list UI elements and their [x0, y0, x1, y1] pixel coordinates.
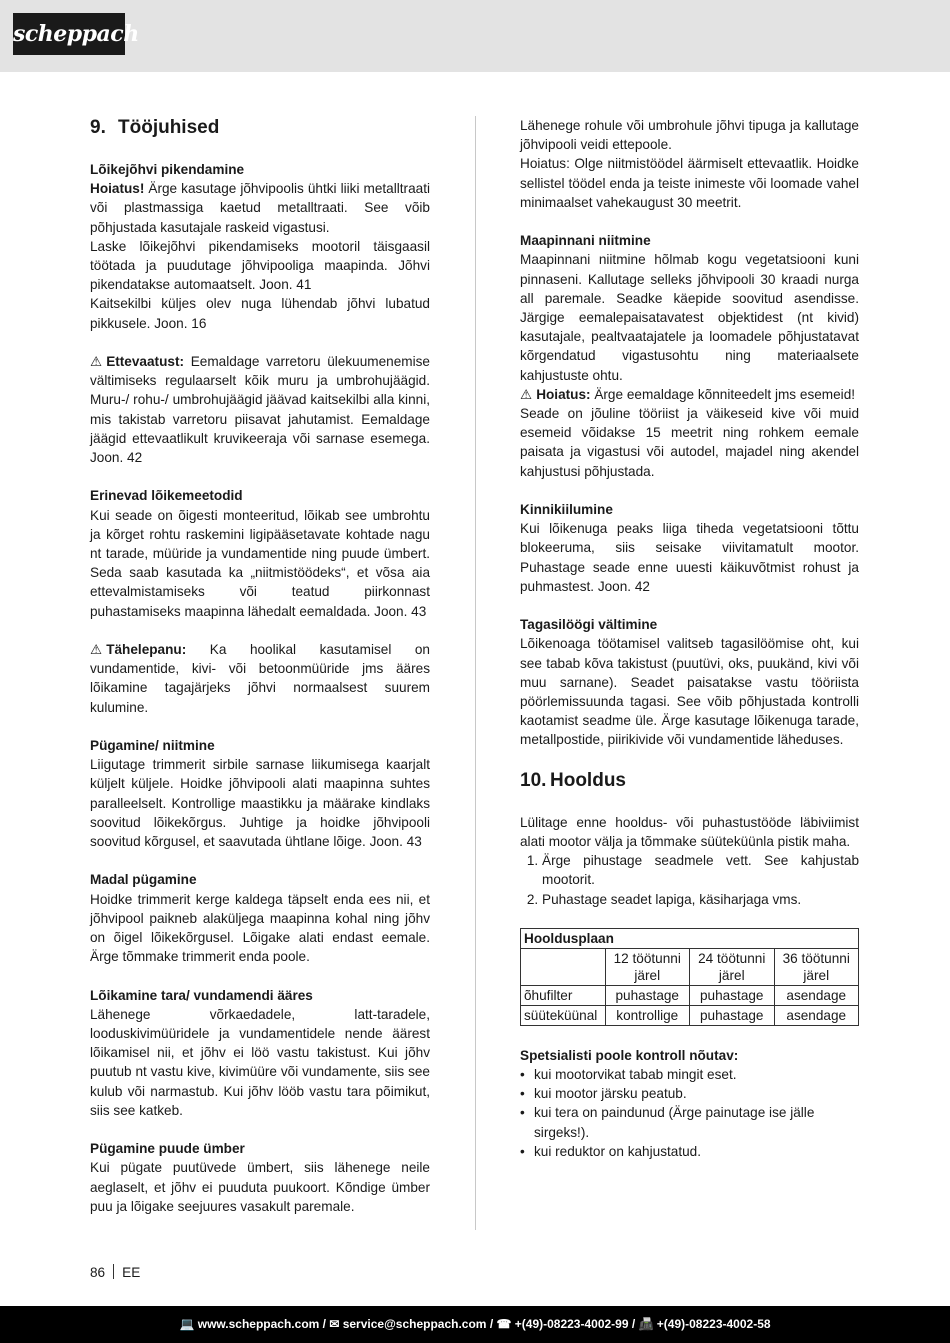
- paragraph: Lähenege rohule või umbrohule jõhvi tipuga ja kallutage jõhvipooli veidi ettepoole.: [520, 118, 859, 153]
- brand-logo: scheppach: [13, 13, 125, 55]
- subheading: Tagasilöögi vältimine: [520, 617, 658, 633]
- list-item: 1. Ärge pihustage seadmele vett. See kahjustab mootorit.: [542, 851, 859, 889]
- table-cell: [521, 948, 606, 985]
- maintenance-plan-table: [520, 928, 859, 1026]
- table-row: [521, 985, 859, 1005]
- table-row: [521, 1005, 859, 1025]
- section-trees-continued: [520, 116, 859, 212]
- section-attention: [90, 640, 430, 717]
- section-trimming: [90, 736, 430, 851]
- paragraph: Kui seade on õigesti monteeritud, lõikab see umbrohtu ja kõrget rohtu raskemini ligipääsetavate kohtade nagu nt tarade, müüride ja vundamentide ning puude ümbert. Seda saab kasutada ka „niitmistöödeks“, et võsa aia ettevalmistamiseks või teatud piirkonnast puhastamiseks maapinna lähedalt eemaldada. Joon. 43: [90, 507, 430, 619]
- subheading: Kinnikiilumine: [520, 502, 613, 518]
- paragraph: ⚠ Hoiatus: Ärge eemaldage kõnniteedelt jms esemeid!: [520, 385, 859, 404]
- paragraph: Hoidke trimmerit kerge kaldega täpselt enda ees nii, et jõhvipool paikneb alaküljega maapinna kohal ning jõhv on õigel lõikekõrgusel. Lõigake alati endast eemale. Ärge tõmmake trimmerit enda poole.: [90, 891, 430, 965]
- table-cell: puhastage: [690, 1005, 775, 1025]
- section-jamming: [520, 500, 859, 596]
- paragraph: Seade on jõuline tööriist ja väikeseid kive või muid esemeid võidakse 15 meetrit ning rohkem eemale paisata ja vigastusi või autodel, majadel ning akendel kahjustusi põhjustada.: [520, 406, 859, 479]
- table-cell: 24 töötunni järel: [690, 948, 775, 985]
- contact-footer-bar: [0, 1306, 950, 1343]
- list-item: • kui mootorvikat tabab mingit eset.: [520, 1065, 859, 1084]
- paragraph: Kaitsekilbi küljes olev nuga lühendab jõhvi lubatud pikkusele. Joon. 16: [90, 296, 430, 331]
- warning-triangle-icon: ⚠: [90, 354, 103, 370]
- left-column: [90, 116, 430, 1216]
- section-cut-extend: [90, 160, 430, 333]
- section-kickback: [520, 615, 859, 749]
- contact-info: 💻 www.scheppach.com / ✉ service@scheppach.com / ☎ +(49)-08223-4002-99 / 📠 +(49)-08223-4002-58: [179, 1317, 771, 1331]
- paragraph: Kui pügate puutüvede ümbert, siis lähenege neile aeglaselt, et jõhv ei puuduta puukoort. Kõndige ümber puu ja lõigake seejuures vasakult paremale.: [90, 1160, 430, 1214]
- section-heading-maintenance: 10. Hooldus: [520, 769, 626, 791]
- section-caution: [90, 352, 430, 467]
- page-number: 86: [90, 1265, 106, 1280]
- list-item: • kui tera on paindunud (Ärge painutage ise jälle sirgeks!).: [520, 1103, 859, 1141]
- expert-check-list: [520, 1065, 859, 1161]
- separator: [113, 1264, 114, 1279]
- table-title: Hooldusplaan: [521, 928, 859, 948]
- subheading: Maapinnani niitmine: [520, 233, 651, 249]
- table-header-row: [521, 948, 859, 985]
- subheading: Spetsialisti poole kontroll nõutav:: [520, 1047, 739, 1063]
- table-cell: 36 töötunni järel: [774, 948, 859, 985]
- subheading: Lõikamine tara/ vundamendi ääres: [90, 987, 313, 1003]
- paragraph: ⚠ Ettevaatust: Eemaldage varretoru ülekuumenemise vältimiseks regulaarselt kõik muru ja umbrohujäägid. Muru-/ rohu-/ umbrohujäägid jäävad kaitsekilbi alla kinni, mis takistab varretoru piisavat jahutamist. Eemaldage jäägid ettevaatlikult kruvikeeraja või sarnase esemega. Joon. 42: [90, 354, 430, 466]
- paragraph: Hoiatus: Olge niitmistöödel äärmiselt ettevaatlik. Hoidke sellistel töödel enda ja teiste inimeste või loomade vahel minimaalset vahekaugust 30 meetrit.: [520, 156, 859, 210]
- section-low-trim: [90, 870, 430, 966]
- list-item: 2. Puhastage seadet lapiga, käsiharjaga vms.: [542, 890, 859, 909]
- subheading: Pügamine/ niitmine: [90, 738, 215, 754]
- paragraph: Liigutage trimmerit sirbile sarnase liikumisega kaarjalt küljelt küljele. Hoidke jõhvipooli alati maapinna suhtes paralleelselt. Kontrollige maastikku ja määrake kindlaks soovitud lõikekõrgus. Juhtige ja hoidke jõhvipooli soovitud kõrgusel, et saavutada ühtlane lõige. Joon. 43: [90, 757, 430, 850]
- warning-triangle-icon: ⚠: [90, 642, 103, 658]
- table-cell: puhastage: [605, 985, 690, 1005]
- page-header: [0, 0, 950, 72]
- subheading: Pügamine puude ümber: [90, 1141, 245, 1157]
- list-item: • kui reduktor on kahjustatud.: [520, 1142, 859, 1161]
- language-code: EE: [122, 1265, 141, 1280]
- paragraph: Hoiatus! Ärge kasutage jõhvipoolis ühtki liiki metalltraati või plastmassiga kaetud metalltraati. See võib põhjustada kasutajale raskeid vigastusi.: [90, 181, 430, 235]
- table-cell: kontrollige: [605, 1005, 690, 1025]
- right-column: [520, 116, 859, 1161]
- paragraph: Kui lõikenuga peaks liiga tiheda vegetatsiooni tõttu blokeeruma, siis seisake viivitamatult mootor. Puhastage seade enne uuesti käikuvõtmist rohust ja puhmastest. Joon. 42: [520, 521, 859, 594]
- table-cell: süüteküünal: [521, 1005, 606, 1025]
- subheading: Erinevad lõikemeetodid: [90, 488, 243, 504]
- paragraph: Lõikenoaga töötamisel valitseb tagasilöömise oht, kui see tabab kõva takistust (puutüvi, oks, puukänd, kivi või muu sarnane). Seadet paisatakse vastu tööriista pöörlemissuunda tagasi. See võib põhjustada kontrolli kaotamist seadme üle. Ärge kasutage lõikenuga tarade, metallpostide, piirikivide või vundamentide läheduses.: [520, 636, 859, 748]
- list-item: • kui mootor järsku peatub.: [520, 1084, 859, 1103]
- subheading: Madal pügamine: [90, 872, 197, 888]
- page-footer-number: [90, 1264, 140, 1280]
- table-cell: 12 töötunni järel: [605, 948, 690, 985]
- warning-triangle-icon: ⚠: [520, 386, 533, 402]
- table-cell: õhufilter: [521, 985, 606, 1005]
- table-cell: puhastage: [690, 985, 775, 1005]
- section-trees: [90, 1139, 430, 1216]
- paragraph: Lülitage enne hooldus- või puhastustööde läbiviimist alati mootor välja ja tõmmake süüteküünla pistik maha.: [520, 814, 859, 850]
- section-fence: [90, 986, 430, 1120]
- table-cell: asendage: [774, 985, 859, 1005]
- table-cell: asendage: [774, 1005, 859, 1025]
- section-heading-work-instructions: 9. Tööjuhised: [90, 117, 220, 138]
- section-cut-methods: [90, 486, 430, 620]
- section-ground-mowing: [520, 231, 859, 481]
- paragraph: Laske lõikejõhvi pikendamiseks mootoril täisgaasil töötada ja puudutage jõhvipooliga maapinda. Jõhvi pikendatakse automaatselt. Joon. 41: [90, 238, 430, 293]
- subheading: Lõikejõhvi pikendamine: [90, 162, 245, 177]
- column-divider: [475, 116, 476, 1230]
- paragraph: ⚠ Tähelepanu: Ka hoolikal kasutamisel on vundamentide, kivi- või betoonmüüride jms ääres lõikamine tagajärjeks jõhvi normaalsest suurem kulumine.: [90, 642, 430, 715]
- section-expert-check: [520, 1046, 859, 1161]
- maintenance-steps: [520, 851, 859, 909]
- paragraph: Lähenege võrkaedadele, latt-taradele, looduskivimüüridele ja vundamentidele nende äärest lõikamisel nii, et jõhv ei löö vastu takistust. Kui jõhv puutub nt vastu kive, kivimüüre või vundamente, siis see kulub või narmastub. Kui jõhv lööb vastu tara põimikut, siis see katkeb.: [90, 1006, 430, 1118]
- paragraph: Maapinnani niitmine hõlmab kogu vegetatsiooni kuni pinnaseni. Kallutage selleks jõhvipooli 30 kraadi nurga all paremale. Seadke käepide soovitud asendisse. Järgige eemalepaisatavatest objektidest (nt kivid) kasutajale, pealtvaatajatele ja loomadele põhjustatavat kõrgendatud vigastusohtu ning materiaalsete kahjustuste ohtu.: [520, 252, 859, 383]
